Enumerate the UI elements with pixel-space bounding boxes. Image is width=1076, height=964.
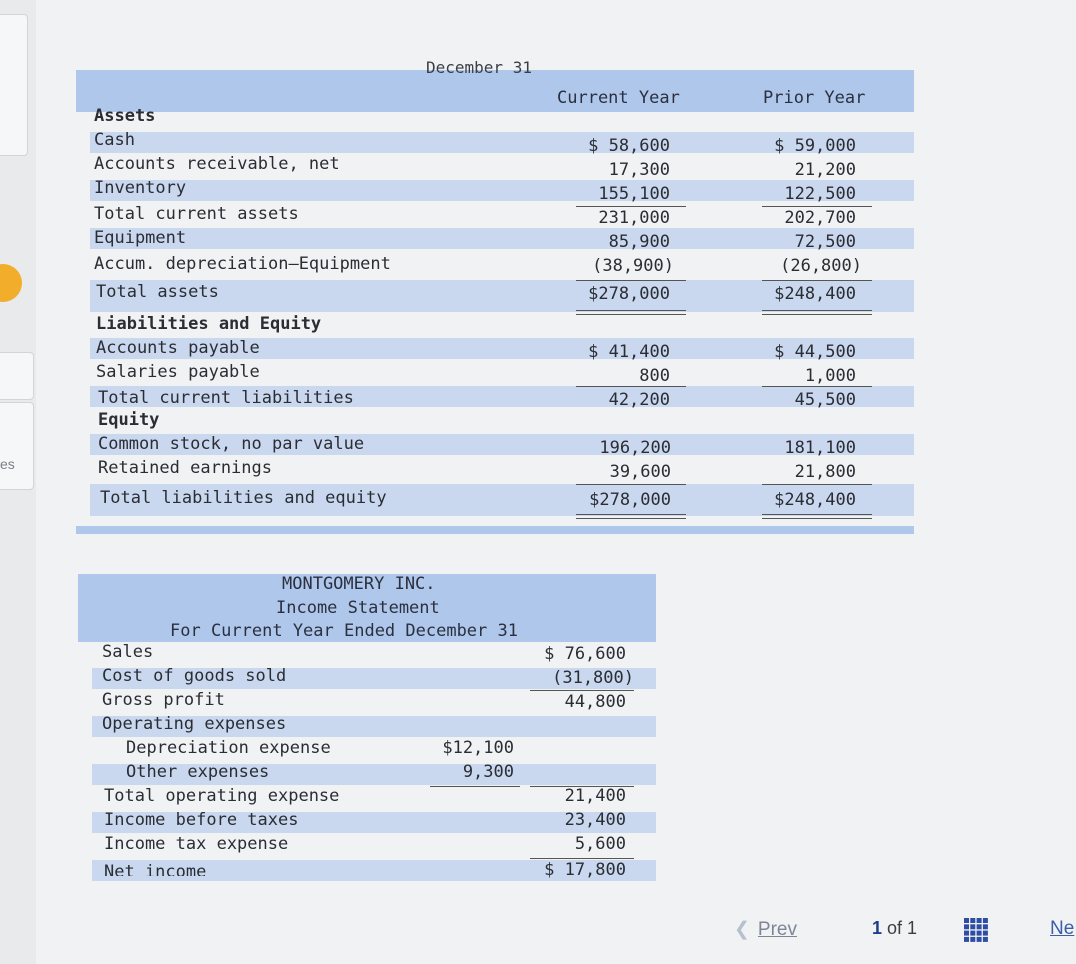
row-label-total-current-assets: Total current assets — [94, 204, 299, 224]
rule-line — [576, 206, 686, 207]
is-sales-value: $ 76,600 — [544, 644, 626, 664]
prior-common-stock: 181,100 — [784, 438, 856, 458]
row-label-retained-earnings: Retained earnings — [98, 458, 272, 478]
prior-total-current-liabilities: 45,500 — [794, 390, 856, 410]
prior-total-assets: $248,400 — [774, 284, 856, 304]
prev-button[interactable] — [734, 918, 797, 941]
row-label-salaries-payable: Salaries payable — [96, 362, 260, 382]
row-label-liabilities-equity: Liabilities and Equity — [96, 314, 322, 334]
row-label-cash: Cash — [94, 130, 135, 150]
current-cash: $ 58,600 — [588, 136, 670, 156]
rule-line — [576, 280, 686, 281]
rule-line — [576, 386, 686, 387]
status-dot-icon[interactable] — [0, 264, 22, 302]
current-retained-earnings: 39,600 — [609, 462, 671, 482]
rule-line — [576, 484, 686, 485]
page-indicator — [872, 918, 917, 939]
current-total-current-assets: 231,000 — [598, 208, 670, 228]
current-common-stock: 196,200 — [599, 438, 671, 458]
prior-accounts-receivable: 21,200 — [794, 160, 856, 180]
current-salaries-payable: 800 — [639, 366, 670, 386]
is-net-income-value: $ 17,800 — [544, 860, 626, 880]
prior-accum-depreciation: (26,800) — [780, 256, 862, 276]
left-panel-card[interactable] — [0, 402, 34, 490]
current-accum-depreciation: (38,900) — [592, 256, 674, 276]
current-inventory: 155,100 — [598, 184, 670, 204]
row-label-total-current-liabilities: Total current liabilities — [98, 388, 354, 408]
balance-sheet-header — [76, 58, 914, 112]
column-header-prior-year: Prior Year — [763, 88, 866, 108]
rule-line — [530, 786, 634, 787]
is-label-depreciation-expense: Depreciation expense — [126, 738, 331, 758]
is-label-income-tax-expense: Income tax expense — [104, 834, 289, 854]
double-rule-line — [762, 310, 872, 315]
is-income-before-taxes-value: 23,400 — [564, 810, 626, 830]
is-other-expenses-value: 9,300 — [462, 762, 514, 782]
company-name: MONTGOMERY INC. — [282, 574, 436, 594]
is-label-other-expenses: Other expenses — [126, 762, 270, 782]
is-label-operating-expenses: Operating expenses — [102, 714, 287, 734]
double-rule-line — [762, 514, 872, 519]
page-current: 1 — [872, 918, 883, 938]
prior-accounts-payable: $ 44,500 — [774, 342, 856, 362]
row-label-common-stock: Common stock, no par value — [98, 434, 365, 454]
double-rule-line — [576, 310, 686, 315]
prior-total-liabilities-equity: $248,400 — [774, 490, 856, 510]
is-cogs-value: (31,800) — [552, 668, 634, 688]
rule-line — [762, 484, 872, 485]
table-bottom-bar — [76, 526, 914, 534]
current-accounts-receivable: 17,300 — [608, 160, 670, 180]
row-label-accounts-receivable: Accounts receivable, net — [94, 154, 340, 174]
grid-view-icon[interactable] — [964, 918, 988, 942]
rule-line — [762, 386, 872, 387]
rule-line — [762, 206, 872, 207]
is-label-cogs: Cost of goods sold — [102, 666, 287, 686]
current-accounts-payable: $ 41,400 — [588, 342, 670, 362]
balance-sheet-table — [76, 58, 914, 540]
is-income-tax-value: 5,600 — [574, 834, 626, 854]
row-label-equity: Equity — [98, 410, 160, 430]
next-button[interactable]: Ne — [1050, 918, 1075, 939]
current-total-current-liabilities: 42,200 — [608, 390, 670, 410]
income-statement-table — [78, 574, 656, 884]
row-label-accum-depreciation: Accum. depreciation—Equipment — [94, 254, 391, 274]
prior-salaries-payable: 1,000 — [804, 366, 856, 386]
statement-title: Income Statement — [276, 598, 440, 618]
left-panel-card[interactable] — [0, 14, 28, 156]
is-label-net-income: Net income — [104, 862, 207, 876]
rule-line — [530, 690, 634, 691]
current-total-assets: $278,000 — [588, 284, 670, 304]
is-label-income-before-taxes: Income before taxes — [104, 810, 299, 830]
row-label-inventory: Inventory — [94, 178, 187, 198]
is-depreciation-value: $12,100 — [442, 738, 514, 758]
row-label-accounts-payable: Accounts payable — [96, 338, 260, 358]
statement-period: For Current Year Ended December 31 — [170, 621, 518, 641]
row-label-equipment: Equipment — [94, 228, 187, 248]
is-label-sales: Sales — [102, 642, 154, 662]
current-equipment: 85,900 — [608, 232, 670, 252]
prev-label: Prev — [757, 919, 797, 940]
rule-line — [762, 280, 872, 281]
left-panel-card[interactable] — [0, 352, 34, 400]
is-label-gross-profit: Gross profit — [102, 690, 225, 710]
is-gross-profit-value: 44,800 — [564, 692, 626, 712]
is-total-operating-value: 21,400 — [564, 786, 626, 806]
prior-inventory: 122,500 — [784, 184, 856, 204]
prior-cash: $ 59,000 — [774, 136, 856, 156]
prior-total-current-assets: 202,700 — [784, 208, 856, 228]
is-label-total-operating-expense: Total operating expense — [104, 786, 340, 806]
row-label-total-assets: Total assets — [96, 282, 219, 302]
double-rule-line — [576, 514, 686, 519]
left-panel-label: es — [0, 456, 15, 472]
date-header: December 31 — [426, 58, 532, 77]
column-header-current-year: Current Year — [557, 88, 680, 108]
prior-retained-earnings: 21,800 — [794, 462, 856, 482]
chevron-left-icon: ❮ — [734, 919, 750, 940]
page-total: of 1 — [887, 918, 918, 938]
rule-line — [530, 858, 634, 859]
rule-line — [430, 786, 520, 787]
row-label-assets: Assets — [94, 106, 156, 126]
current-total-liabilities-equity: $278,000 — [589, 490, 671, 510]
row-label-total-liabilities-equity: Total liabilities and equity — [100, 488, 387, 508]
prior-equipment: 72,500 — [794, 232, 856, 252]
